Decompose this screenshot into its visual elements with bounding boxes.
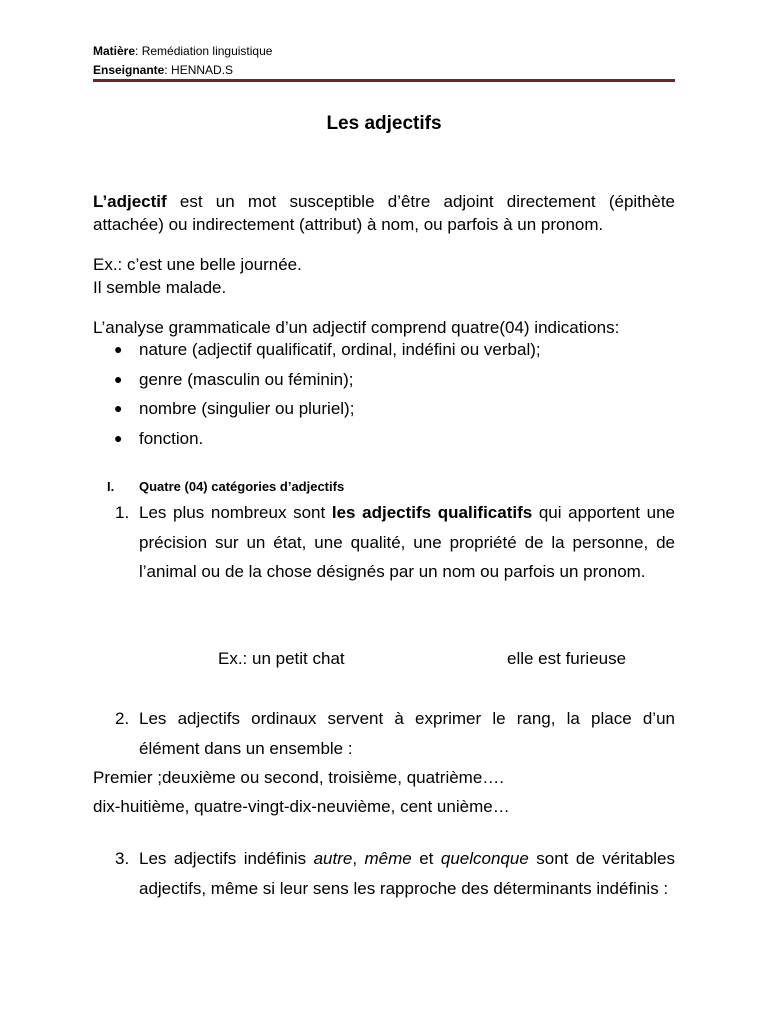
example-right: elle est furieuse: [507, 649, 627, 668]
teacher-line: [93, 62, 233, 78]
teacher-label: Enseignante: [93, 63, 165, 77]
ordinal-examples-line-1: Premier ;deuxième ou second, troisième, quatrième….: [93, 768, 505, 787]
item-italic-text: même: [364, 849, 412, 868]
analysis-intro: L’analyse grammaticale d’un adjectif comprend quatre(04) indications:: [93, 318, 620, 337]
list-item: [93, 397, 675, 427]
item-body: Les adjectifs ordinaux servent à exprimer le rang, la place d’un élément dans un ensemble :: [139, 709, 675, 758]
subject-value: : Remédiation linguistique: [135, 44, 273, 58]
category-item-2: [93, 704, 675, 763]
section-title: Quatre (04) catégories d’adjectifs: [139, 479, 345, 494]
definition-term: L’adjectif: [93, 192, 167, 211]
definition-paragraph: [93, 190, 675, 236]
list-item: [93, 368, 675, 398]
page-title: Les adjectifs: [326, 113, 442, 134]
bullet-icon: ●: [114, 400, 123, 416]
indications-list: [93, 338, 675, 456]
definition-text: est un mot susceptible d’être adjoint directement (épithète attachée) ou indirectement (attribut) à nom, ou parfois à un pronom.: [93, 192, 675, 234]
example-left: Ex.: un petit chat: [218, 649, 345, 668]
list-item: [93, 427, 675, 457]
item-text: Les plus nombreux sont: [139, 503, 332, 522]
document-page: [93, 0, 675, 1024]
item-number: 1.: [115, 503, 130, 522]
item-italic-text: autre: [313, 849, 353, 868]
indication-text: nature (adjectif qualificatif, ordinal, indéfini ou verbal);: [139, 340, 541, 359]
item-text: Les adjectifs indéfinis: [139, 849, 314, 868]
item-text: qui apportent une précision sur un état, une qualité, une propriété de la personne, de l’animal ou de la chose désignés par un nom ou parfois un pronom.: [139, 503, 676, 581]
subject-label: Matière: [93, 44, 136, 58]
bullet-icon: ●: [114, 370, 123, 387]
item-body: [139, 498, 675, 587]
category-item-1: [93, 498, 675, 587]
example-line-2: Il semble malade.: [93, 278, 227, 297]
section-heading: [107, 479, 344, 494]
item-text: ,: [352, 849, 365, 868]
list-item: [93, 338, 675, 368]
item-italic-text: quelconque: [440, 849, 529, 868]
item-text: sont de véritables adjectifs, même si leur sens les rapproche des déterminants indéfinis :: [139, 849, 676, 898]
indication-text: genre (masculin ou féminin);: [139, 369, 354, 389]
indication-text: nombre (singulier ou pluriel);: [139, 399, 355, 418]
bullet-icon: ●: [114, 429, 123, 446]
item-number: 2.: [115, 709, 130, 728]
section-number: I.: [107, 479, 115, 494]
item-body: [139, 844, 675, 903]
category-item-3: [93, 844, 675, 903]
ordinal-examples-line-2: dix-huitième, quatre-vingt-dix-neuvième, cent unième…: [93, 797, 510, 816]
subject-line: [93, 43, 272, 59]
example-line-1: Ex.: c’est une belle journée.: [93, 255, 302, 274]
item-text: et: [411, 849, 441, 868]
teacher-value: : HENNAD.S: [164, 63, 234, 77]
header-divider: [93, 79, 675, 82]
indication-text: fonction.: [139, 428, 204, 448]
bullet-icon: ●: [114, 341, 123, 357]
item-number: 3.: [115, 849, 130, 868]
item-bold-text: les adjectifs qualificatifs: [331, 503, 533, 522]
